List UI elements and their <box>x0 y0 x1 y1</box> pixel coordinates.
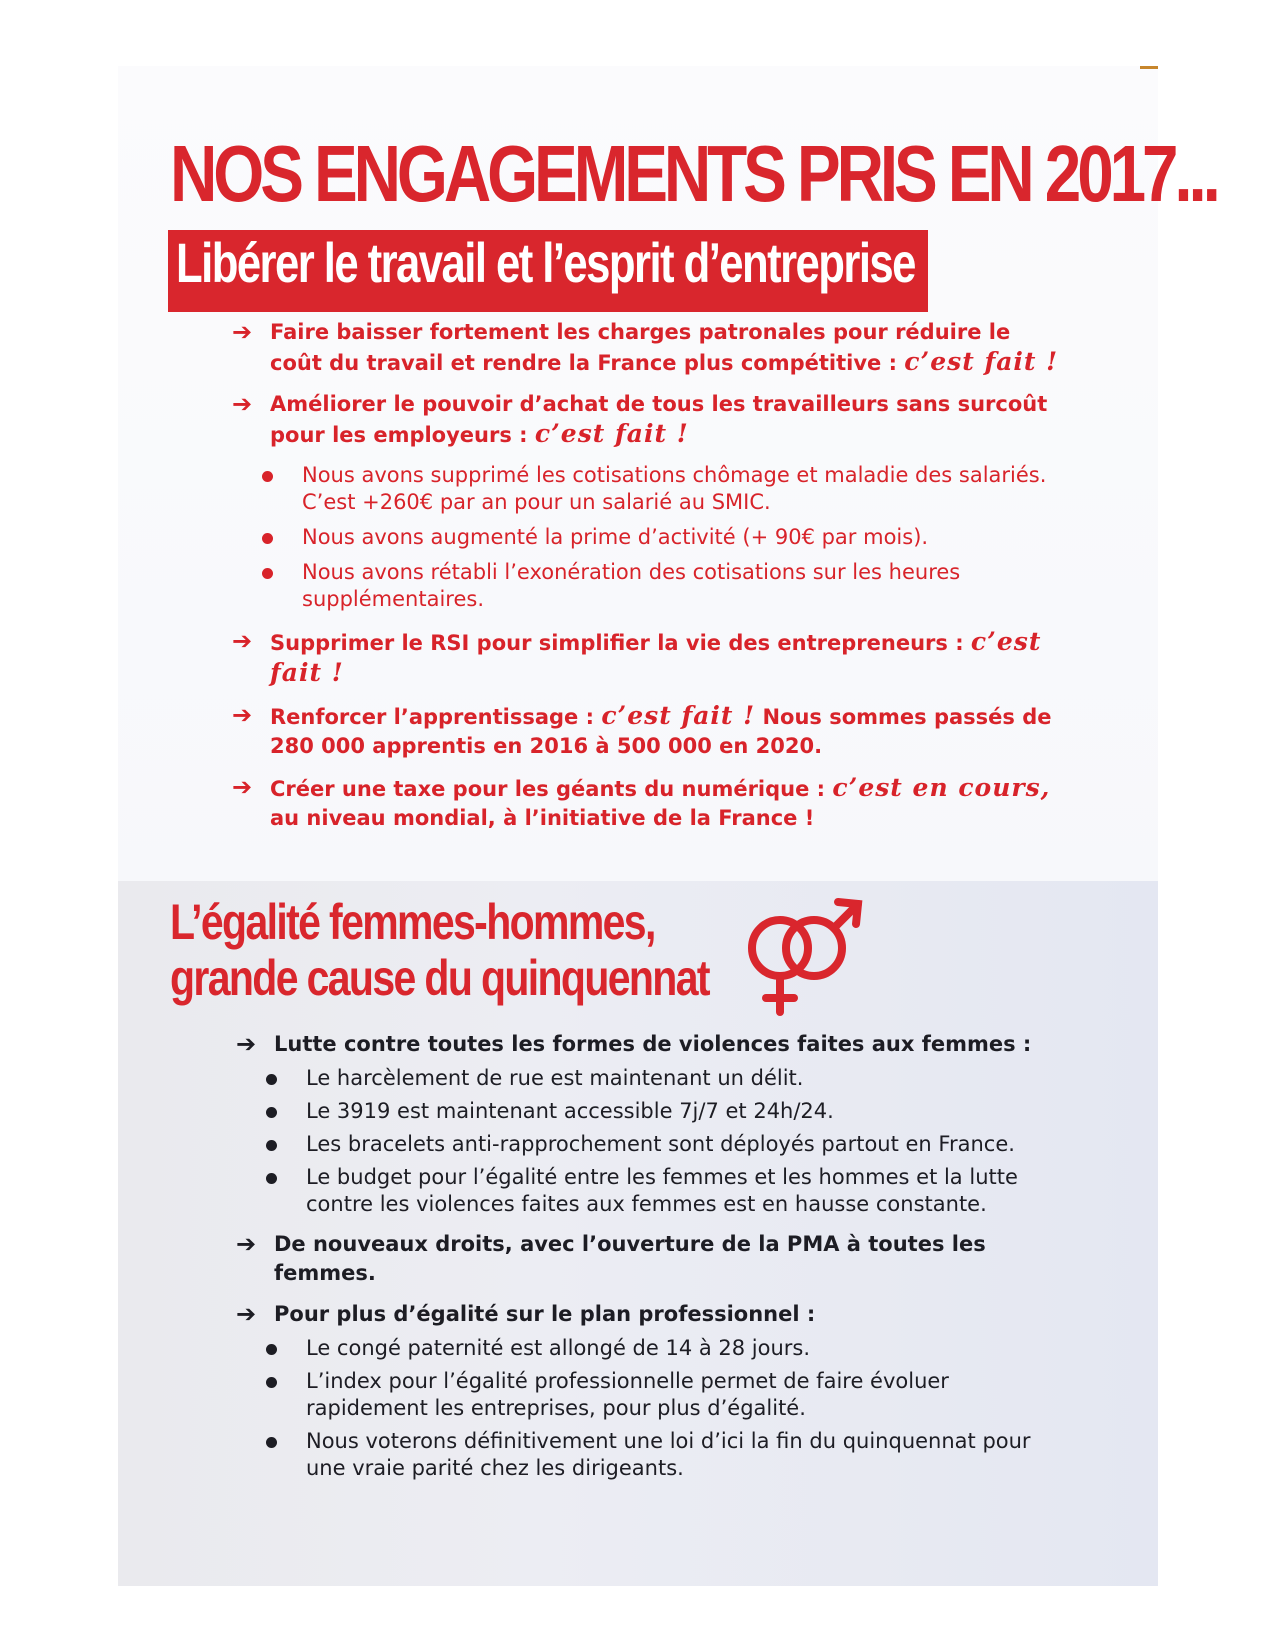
bullet-dot-icon <box>262 533 273 544</box>
bullet-text: Le 3919 est maintenant accessible 7j/7 et 24h/24. <box>306 1099 834 1123</box>
list-item <box>232 462 1062 516</box>
main-title: NOS ENGAGEMENTS PRIS EN 2017... <box>170 129 1217 218</box>
status-handwritten: c’est fait ! <box>534 419 689 448</box>
commitment-text: Pour plus d’égalité sur le plan professionnel : <box>274 1302 816 1326</box>
arrow-right-icon: ➔ <box>236 1230 257 1258</box>
list-item <box>236 1131 1066 1158</box>
commitment-item <box>232 773 1062 833</box>
status-handwritten: c’est en cours, <box>832 773 1051 802</box>
bullet-dot-icon <box>266 1173 277 1184</box>
commitment-item <box>236 1300 1066 1329</box>
subtitle-text: Libérer le travail et l’esprit d’entreprise <box>176 231 915 294</box>
bullet-dot-icon <box>262 568 273 579</box>
status-handwritten: c’est fait ! <box>270 627 1042 687</box>
status-handwritten: c’est fait ! <box>904 347 1059 376</box>
gender-equality-icon <box>732 890 872 1020</box>
bullet-text: Le budget pour l’égalité entre les femmes et les hommes et la lutte contre les violences faites aux femmes est en hausse constante. <box>306 1165 1018 1216</box>
commitment-text: Renforcer l’apprentissage : <box>270 705 602 729</box>
bullet-dot-icon <box>266 1377 277 1388</box>
list-item <box>236 1065 1066 1092</box>
bullet-dot-icon <box>262 471 273 482</box>
list-item <box>232 559 1062 613</box>
bullet-dot-icon <box>266 1074 277 1085</box>
bullet-dot-icon <box>266 1344 277 1355</box>
commitment-suffix: Nous sommes passés de 280 000 apprentis en 2016 à 500 000 en 2020. <box>270 705 1052 758</box>
commitment-item <box>232 627 1062 689</box>
arrow-right-icon: ➔ <box>232 701 253 729</box>
commitment-text: Faire baisser fortement les charges patronales pour réduire le coût du travail et rendre la France plus compétitive : <box>270 320 1011 375</box>
status-handwritten: c’est fait ! <box>601 701 756 730</box>
arrow-right-icon: ➔ <box>232 773 253 801</box>
bullet-dot-icon <box>266 1437 277 1448</box>
bullet-text: L’index pour l’égalité professionnelle permet de faire évoluer rapidement les entreprises, pour plus d’égalité. <box>306 1369 949 1420</box>
section2-title-line1: L’égalité femmes-hommes, <box>170 894 655 950</box>
bullet-dot-icon <box>266 1107 277 1118</box>
list-item <box>236 1335 1066 1362</box>
bullet-text: Nous avons supprimé les cotisations chômage et maladie des salariés. C’est +260€ par an pour un salarié au SMIC. <box>302 463 1047 514</box>
arrow-right-icon: ➔ <box>232 390 253 418</box>
commitment-text: Supprimer le RSI pour simplifier la vie des entrepreneurs : <box>270 631 971 655</box>
list-item <box>236 1428 1066 1482</box>
bullet-dot-icon <box>266 1140 277 1151</box>
list-item <box>236 1368 1066 1422</box>
section2-list <box>236 1030 1066 1482</box>
bullet-text: Nous avons augmenté la prime d’activité (+ 90€ par mois). <box>302 525 929 549</box>
bullet-text: Nous avons rétabli l’exonération des cotisations sur les heures supplémentaires. <box>302 560 961 611</box>
commitment-item <box>232 701 1062 761</box>
bullet-text: Nous voterons définitivement une loi d’ici la fin du quinquennat pour une vraie parité chez les dirigeants. <box>306 1429 1031 1480</box>
arrow-right-icon: ➔ <box>232 627 253 655</box>
commitment-text: Lutte contre toutes les formes de violences faites aux femmes : <box>274 1032 1032 1056</box>
commitment-text: Créer une taxe pour les géants du numérique : <box>270 777 833 801</box>
bullet-text: Les bracelets anti-rapprochement sont déployés partout en France. <box>306 1132 1015 1156</box>
arrow-right-icon: ➔ <box>232 318 253 346</box>
bullet-text: Le congé paternité est allongé de 14 à 28 jours. <box>306 1336 811 1360</box>
commitment-suffix: au niveau mondial, à l’initiative de la France ! <box>270 806 815 830</box>
commitment-text: Améliorer le pouvoir d’achat de tous les travailleurs sans surcoût pour les employeurs : <box>270 392 1048 447</box>
arrow-right-icon: ➔ <box>236 1030 257 1058</box>
bullet-text: Le harcèlement de rue est maintenant un délit. <box>306 1066 804 1090</box>
commitment-item <box>232 318 1062 378</box>
page-corner-mark <box>1140 66 1158 69</box>
list-item <box>232 524 1062 551</box>
section1-list <box>232 318 1062 833</box>
list-item <box>236 1098 1066 1125</box>
section2-title-line2: grande cause du quinquennat <box>170 950 709 1006</box>
commitment-item <box>236 1230 1066 1288</box>
arrow-right-icon: ➔ <box>236 1300 257 1328</box>
commitment-item <box>232 390 1062 450</box>
commitment-text: De nouveaux droits, avec l’ouverture de la PMA à toutes les femmes. <box>274 1232 986 1285</box>
section2-title <box>170 894 744 1006</box>
list-item <box>236 1164 1066 1218</box>
commitment-item <box>236 1030 1066 1059</box>
